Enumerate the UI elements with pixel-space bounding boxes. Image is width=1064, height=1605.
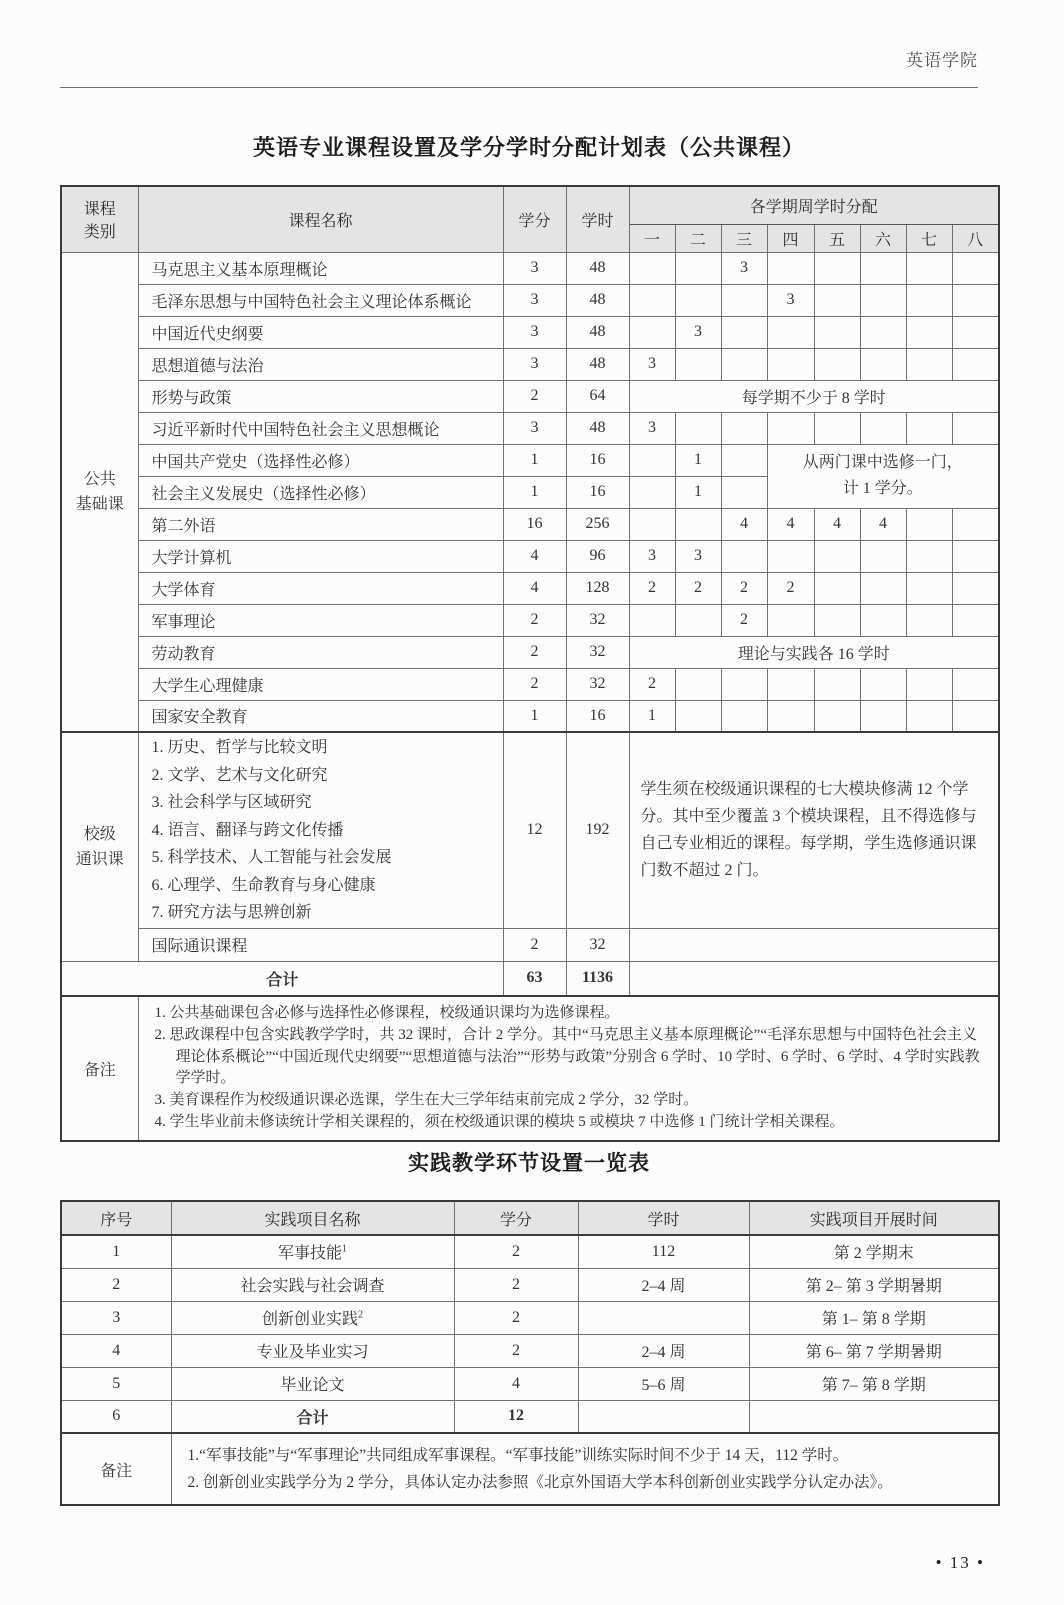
hours-cell: 48 [566,412,629,444]
semester-cell [767,540,814,572]
practice-row [61,1334,999,1367]
semester-cell [629,508,675,540]
credits-cell: 2 [503,636,566,668]
hours-cell: 112 [578,1235,749,1268]
semester-cell: 2 [629,668,675,700]
semester-cell: 1 [675,476,721,508]
practice-table [60,1200,1000,1506]
semester-cell: 3 [629,412,675,444]
credits-cell: 1 [503,476,566,508]
remark-content [138,996,999,1141]
semester-cell [721,700,767,732]
hours-cell: 48 [566,284,629,316]
category-label-line2: 通识课 [75,850,124,868]
semester-cell [860,700,906,732]
semester-cell [814,540,860,572]
course-name-cell: 国际通识课程 [138,928,503,961]
hours-cell: 32 [566,928,629,961]
seq-cell: 5 [61,1367,171,1400]
header-category-line2: 类别 [83,224,116,242]
credits-cell: 3 [503,284,566,316]
empty-cell [629,961,999,996]
credits-cell: 3 [503,252,566,284]
hours-cell: 128 [566,572,629,604]
semester-cell [721,316,767,348]
header-sem-6: 六 [860,224,906,252]
semester-cell [767,700,814,732]
empty-cell [749,1400,999,1433]
semester-cell [860,252,906,284]
hours-cell: 5–6 周 [578,1367,749,1400]
semester-cell [906,412,952,444]
hours-cell: 32 [566,668,629,700]
credits-cell: 1 [503,700,566,732]
semester-cell: 3 [629,348,675,380]
semester-cell [906,348,952,380]
semester-cell: 2 [675,572,721,604]
hours-cell: 32 [566,604,629,636]
semester-cell [952,508,999,540]
credits-cell: 2 [503,604,566,636]
semester-cell [952,572,999,604]
header-sem-7: 七 [906,224,952,252]
project-name-cell [171,1301,454,1334]
time-cell: 第 6– 第 7 学期暑期 [749,1334,999,1367]
module-item: 7. 研究方法与思辨创新 [151,904,312,921]
semester-cell [952,668,999,700]
semester-cell [952,284,999,316]
semester-cell [814,700,860,732]
remark-line: 2. 思政课程中包含实践教学学时，共 32 课时，合计 2 学分。其中“马克思主义基本原理概论”“毛泽东思想与中国特色社会主义理论体系概论”“中国近现代史纲要”“思想道德与法治”“形势与政策”分别含 6 学时、10 学时、6 学时、6 学时、4 学时实践教学学时。 [154,1026,980,1087]
module-item: 1. 历史、哲学与比较文明 [151,739,328,756]
semester-cell [767,252,814,284]
semester-cell [814,668,860,700]
total-label: 合计 [171,1400,454,1433]
semester-cell [675,412,721,444]
practice-row [61,1268,999,1301]
hours-cell: 2–4 周 [578,1334,749,1367]
semester-cell: 4 [860,508,906,540]
header-sem-2: 二 [675,224,721,252]
credits-cell: 2 [503,928,566,961]
project-name: 军事技能 [277,1245,342,1263]
semester-cell [952,252,999,284]
header-sem-4: 四 [767,224,814,252]
project-name: 毕业论文 [280,1377,345,1394]
semester-cell [860,668,906,700]
credits-cell: 4 [503,540,566,572]
semester-cell [675,348,721,380]
category-label-line1: 公共 [83,470,116,488]
credits-cell: 4 [454,1367,578,1400]
total-label: 合计 [61,961,503,996]
practice-header-row [61,1201,999,1235]
hours-cell: 192 [566,732,629,928]
seq-cell: 1 [61,1235,171,1268]
semester-cell: 3 [675,316,721,348]
remark-line: 2. 创新创业实践学分为 2 学分，具体认定办法参照《北京外国语大学本科创新创业实践学分认定办法》。 [187,1474,893,1491]
practice-remark-row [61,1433,999,1505]
semester-cell [767,668,814,700]
semester-cell [629,284,675,316]
semester-cell [860,572,906,604]
semester-cell [906,572,952,604]
header-sem-3: 三 [721,224,767,252]
semester-cell: 1 [675,444,721,476]
project-name: 创新创业实践 [261,1311,358,1328]
semester-cell [721,284,767,316]
semester-cell [721,476,767,508]
course-row [61,700,999,732]
semester-cell [814,572,860,604]
semester-cell: 2 [629,572,675,604]
semester-cell [860,540,906,572]
module-item: 4. 语言、翻译与跨文化传播 [151,821,344,839]
hours-cell: 16 [566,700,629,732]
category-public-basic [61,252,138,732]
total-row [61,961,999,996]
credits-cell: 12 [503,732,566,928]
semester-cell [814,252,860,284]
course-row [61,572,999,604]
college-name: 英语学院 [906,51,978,70]
hours-cell: 96 [566,540,629,572]
semester-cell [675,284,721,316]
practice-row [61,1301,999,1334]
semester-cell: 4 [814,508,860,540]
course-name-cell: 社会主义发展史（选择性必修） [138,476,503,508]
credits-cell: 3 [503,412,566,444]
semester-cell [629,476,675,508]
semester-cell [952,348,999,380]
semester-cell [629,604,675,636]
semester-cell [675,508,721,540]
semester-cell: 4 [721,508,767,540]
semester-cell [629,316,675,348]
credits-cell: 2 [454,1301,578,1334]
elective-note-line2: 计 1 学分。 [842,480,923,497]
course-name-cell: 劳动教育 [138,636,503,668]
course-name-cell: 思想道德与法治 [138,348,503,380]
remark-line: 1.“军事技能”与“军事理论”共同组成军事课程。“军事技能”训练实际时间不少于 14 天，112 学时。 [187,1447,849,1464]
semester-cell [814,316,860,348]
hours-cell: 48 [566,348,629,380]
project-name: 社会实践与社会调查 [240,1278,385,1295]
category-label-line1: 校级 [83,825,116,843]
total-credits: 63 [503,961,566,996]
remark-row [61,996,999,1141]
course-row [61,668,999,700]
semester-cell [952,604,999,636]
header-credits: 学分 [503,186,566,252]
semester-cell [767,316,814,348]
semester-cell [952,540,999,572]
project-name-cell [171,1268,454,1301]
semester-cell [906,508,952,540]
general-education-note-cell: 学生须在校级通识课程的七大模块修满 12 个学分。其中至少覆盖 3 个模块课程，且不得选修与自己专业相近的课程。每学期，学生选修通识课门数不超过 2 门。 [629,732,999,928]
course-row [61,636,999,668]
seq-cell: 4 [61,1334,171,1367]
practice-row [61,1235,999,1268]
semester-cell [721,348,767,380]
semester-cell [675,604,721,636]
hours-cell: 2–4 周 [578,1268,749,1301]
remark-line: 3. 美育课程作为校级通识课必选课，学生在大三学年结束前完成 2 学分，32 学时。 [154,1092,699,1109]
remark-label: 备注 [61,1433,171,1505]
semester-cell [860,604,906,636]
semester-cell [906,316,952,348]
semester-cell: 2 [767,572,814,604]
semester-cell [860,316,906,348]
module-list-cell [138,732,503,928]
remark-label: 备注 [61,996,138,1141]
course-row [61,380,999,412]
semester-cell: 3 [675,540,721,572]
hours-cell: 16 [566,476,629,508]
course-row [61,604,999,636]
semester-cell [814,284,860,316]
semester-cell [952,412,999,444]
page-number: • 13 • [935,1553,985,1572]
project-name-cell [171,1334,454,1367]
semester-cell [767,604,814,636]
credits-cell: 16 [503,508,566,540]
category-label-line2: 基础课 [75,495,124,513]
time-cell: 第 7– 第 8 学期 [749,1367,999,1400]
course-name-cell: 毛泽东思想与中国特色社会主义理论体系概论 [138,284,503,316]
header-seq: 序号 [61,1201,171,1235]
semester-cell [906,700,952,732]
course-name-cell: 马克思主义基本原理概论 [138,252,503,284]
semester-cell [721,668,767,700]
module-item: 5. 科学技术、人工智能与社会发展 [151,849,392,866]
hours-cell: 48 [566,252,629,284]
curriculum-table-title: 英语专业课程设置及学分学时分配计划表（公共课程） [252,135,805,160]
semester-cell: 3 [629,540,675,572]
credits-cell: 2 [454,1268,578,1301]
page-header [60,46,978,71]
seq-cell: 6 [61,1400,171,1433]
course-name-cell: 大学计算机 [138,540,503,572]
general-education-row [61,732,999,928]
seq-cell: 2 [61,1268,171,1301]
course-name-cell: 中国共产党史（选择性必修） [138,444,503,476]
semester-cell [675,252,721,284]
semester-cell [721,540,767,572]
footnote-marker: 1 [342,1243,347,1255]
practice-table-title: 实践教学环节设置一览表 [408,1152,650,1175]
practice-row [61,1367,999,1400]
credits-cell: 1 [503,444,566,476]
empty-cell [578,1400,749,1433]
semester-cell: 3 [721,252,767,284]
course-row [61,316,999,348]
semester-cell [629,252,675,284]
header-project-name: 实践项目名称 [171,1201,454,1235]
total-hours: 1136 [566,961,629,996]
hours-cell: 16 [566,444,629,476]
semester-cell [906,284,952,316]
header-sem-5: 五 [814,224,860,252]
seq-cell: 3 [61,1301,171,1334]
semester-cell [952,316,999,348]
header-divider [60,87,978,88]
semester-cell [721,412,767,444]
semester-cell [814,604,860,636]
hours-cell [578,1301,749,1334]
semester-cell: 1 [629,700,675,732]
semester-cell [814,412,860,444]
semester-cell [906,252,952,284]
empty-cell [629,928,999,961]
course-row [61,508,999,540]
course-name-cell: 大学生心理健康 [138,668,503,700]
category-general-education [61,732,138,961]
semester-cell [906,540,952,572]
semester-cell [952,700,999,732]
header-course-name: 课程名称 [138,186,503,252]
header-credits: 学分 [454,1201,578,1235]
header-sem-1: 一 [629,224,675,252]
semester-cell [675,668,721,700]
semester-cell [767,348,814,380]
module-item: 3. 社会科学与区域研究 [151,794,312,811]
remark-content [171,1433,999,1505]
note-cell: 理论与实践各 16 学时 [629,636,999,668]
semester-cell: 2 [721,604,767,636]
time-cell: 第 2 学期末 [749,1235,999,1268]
course-row [61,252,999,284]
course-name-cell: 大学体育 [138,572,503,604]
semester-cell [814,348,860,380]
course-row [61,412,999,444]
semester-cell [860,284,906,316]
practice-total-row [61,1400,999,1433]
semester-cell [629,444,675,476]
semester-cell: 2 [721,572,767,604]
header-sem-8: 八 [952,224,999,252]
credits-cell: 3 [503,348,566,380]
hours-cell: 32 [566,636,629,668]
course-name-cell: 第二外语 [138,508,503,540]
course-name-cell: 国家安全教育 [138,700,503,732]
header-hours: 学时 [566,186,629,252]
hours-cell: 256 [566,508,629,540]
project-name-cell [171,1235,454,1268]
credits-cell: 4 [503,572,566,604]
footnote-marker: 2 [358,1309,363,1321]
course-name-cell: 中国近代史纲要 [138,316,503,348]
course-row [61,444,999,476]
course-name-cell: 形势与政策 [138,380,503,412]
remark-line: 4. 学生毕业前未修读统计学相关课程的，须在校级通识课的模块 5 或模块 7 中选修 1 门统计学相关课程。 [154,1113,845,1130]
note-cell: 每学期不少于 8 学时 [629,380,999,412]
header-category-line1: 课程 [83,201,116,219]
header-hours: 学时 [578,1201,749,1235]
module-item: 2. 文学、艺术与文化研究 [151,766,328,784]
credits-cell: 2 [454,1334,578,1367]
semester-cell [906,668,952,700]
remark-line: 1. 公共基础课包含必修与选择性必修课程，校级通识课均为选修课程。 [154,1005,620,1021]
course-row [61,928,999,961]
course-row [61,284,999,316]
semester-cell [860,412,906,444]
semester-cell: 3 [767,284,814,316]
module-item: 6. 心理学、生命教育与身心健康 [151,876,376,894]
table-header-row-1 [61,186,999,224]
time-cell: 第 2– 第 3 学期暑期 [749,1268,999,1301]
semester-cell [767,412,814,444]
hours-cell: 64 [566,380,629,412]
course-row [61,540,999,572]
header-semester-group: 各学期周学时分配 [629,186,999,224]
semester-cell [675,700,721,732]
project-name-cell [171,1367,454,1400]
course-name-cell: 军事理论 [138,604,503,636]
semester-cell [721,444,767,476]
course-name-cell: 习近平新时代中国特色社会主义思想概论 [138,412,503,444]
semester-cell: 4 [767,508,814,540]
credits-cell: 3 [503,316,566,348]
semester-cell [860,348,906,380]
time-cell: 第 1– 第 8 学期 [749,1301,999,1334]
course-row [61,348,999,380]
total-credits: 12 [454,1400,578,1433]
curriculum-table [60,185,1000,1142]
project-name: 专业及毕业实习 [256,1344,369,1361]
semester-cell [906,604,952,636]
elective-note-cell [767,444,999,508]
header-category [61,186,138,252]
header-time: 实践项目开展时间 [749,1201,999,1235]
credits-cell: 2 [503,668,566,700]
credits-cell: 2 [503,380,566,412]
elective-note-line1: 从两门课中选修一门， [802,454,963,471]
credits-cell: 2 [454,1235,578,1268]
hours-cell: 48 [566,316,629,348]
